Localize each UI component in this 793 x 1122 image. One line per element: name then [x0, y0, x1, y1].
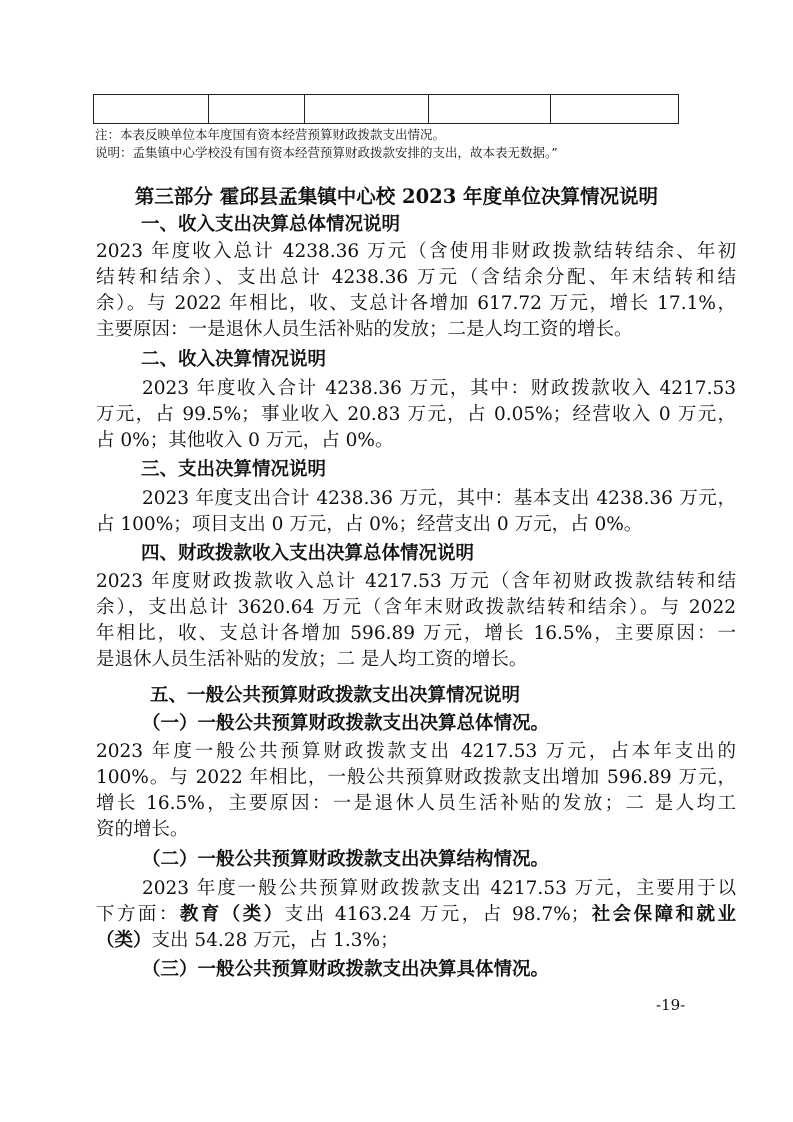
- section-2-paragraph: [96, 376, 736, 454]
- section-heading-3: 三、支出决算情况说明: [141, 459, 327, 480]
- subsection-1-paragraph: [96, 739, 736, 843]
- paragraph-line: 年相比，收、支总计各增加 596.89 万元，增长 16.5%，主要原因：一: [96, 623, 736, 644]
- paragraph-line: 资的增长。: [96, 819, 189, 840]
- paragraph-line: 2023 年度收入合计 4238.36 万元，其中：财政拨款收入 4217.53: [142, 378, 736, 399]
- paragraph-line: 余）。与 2022 年相比，收、支总计各增加 617.72 万元，增长 17.1%，: [96, 293, 736, 314]
- section-heading-1: 一、收入支出决算总体情况说明: [141, 214, 401, 235]
- paragraph-line: 占 0%；其他收入 0 万元，占 0%。: [96, 430, 394, 451]
- paragraph-line: 余），支出总计 3620.64 万元（含年末财政拨款结转和结余）。与 2022: [96, 597, 736, 618]
- section-4-paragraph: [96, 569, 736, 673]
- table-cell: [551, 95, 679, 124]
- paragraph-line: 是退休人员生活补贴的发放；二 是人均工资的增长。: [96, 649, 528, 670]
- subsection-heading-2: （二）一般公共预算财政拨款支出决算结构情况。: [142, 849, 550, 870]
- table-cell: [94, 95, 209, 124]
- paragraph-line: [96, 902, 736, 928]
- paragraph-line: 2023 年度一般公共预算财政拨款支出 4217.53 万元，占本年支出的: [96, 741, 736, 762]
- table-note: 注：本表反映单位本年度国有资本经营预算财政拨款支出情况。: [95, 127, 446, 142]
- text-segment: 支出 54.28 万元，占 1.3%；: [151, 930, 399, 951]
- part-title: 第三部分 霍邱县孟集镇中心校 2023 年度单位决算情况说明: [134, 185, 659, 208]
- paragraph-line: 占 100%；项目支出 0 万元，占 0%；经营支出 0 万元，占 0%。: [96, 514, 643, 535]
- page-number: -19-: [656, 996, 686, 1014]
- category-education: 教育（类）: [179, 904, 285, 925]
- paragraph-line: 2023 年度一般公共预算财政拨款支出 4217.53 万元，主要用于以: [142, 878, 736, 899]
- section-heading-5: 五、一般公共预算财政拨款支出决算情况说明: [150, 685, 521, 706]
- paragraph-line: 主要原因：一是退休人员生活补贴的发放；二是人均工资的增长。: [96, 319, 633, 340]
- paragraph-line: 万元，占 99.5%；事业收入 20.83 万元，占 0.05%；经营收入 0 万元，: [96, 404, 736, 425]
- subsection-heading-1: （一）一般公共预算财政拨款支出决算总体情况。: [142, 713, 550, 734]
- paragraph-line: 增长 16.5%，主要原因：一是退休人员生活补贴的发放；二 是人均工: [96, 793, 736, 814]
- section-heading-2: 二、收入决算情况说明: [141, 349, 327, 370]
- text-segment: 下方面：: [96, 904, 180, 925]
- subsection-heading-3: （三）一般公共预算财政拨款支出决算具体情况。: [142, 959, 550, 980]
- subsection-2-paragraph: [96, 876, 736, 954]
- table-cell: [209, 95, 305, 124]
- paragraph-line: 100%。与 2022 年相比，一般公共预算财政拨款支出增加 596.89 万元，: [96, 767, 736, 788]
- paragraph-line: [96, 928, 736, 954]
- section-3-paragraph: [96, 486, 736, 538]
- paragraph-line: 2023 年度财政拨款收入总计 4217.53 万元（含年初财政拨款结转和结: [96, 571, 736, 592]
- section-heading-4: 四、财政拨款收入支出决算总体情况说明: [141, 543, 475, 564]
- category-social-security: 社会保障和就业: [589, 904, 736, 925]
- table-row: [94, 95, 679, 124]
- paragraph-line: 2023 年度支出合计 4238.36 万元，其中：基本支出 4238.36 万元，: [142, 488, 736, 509]
- category-social-security-cont: （类）: [96, 930, 152, 951]
- section-1-paragraph: [96, 239, 736, 343]
- paragraph-line: 结转和结余）、支出总计 4238.36 万元（含结余分配、年末结转和结: [96, 267, 736, 288]
- table-cell: [429, 95, 551, 124]
- text-segment: 支出 4163.24 万元，占 98.7%；: [284, 904, 590, 925]
- paragraph-line: 2023 年度收入总计 4238.36 万元（含使用非财政拨款结转结余、年初: [96, 241, 736, 262]
- table-cell: [305, 95, 429, 124]
- table-explanation: 说明：孟集镇中心学校没有国有资本经营预算财政拨款安排的支出，故本表无数据。”: [95, 145, 558, 160]
- empty-data-table: [93, 94, 679, 124]
